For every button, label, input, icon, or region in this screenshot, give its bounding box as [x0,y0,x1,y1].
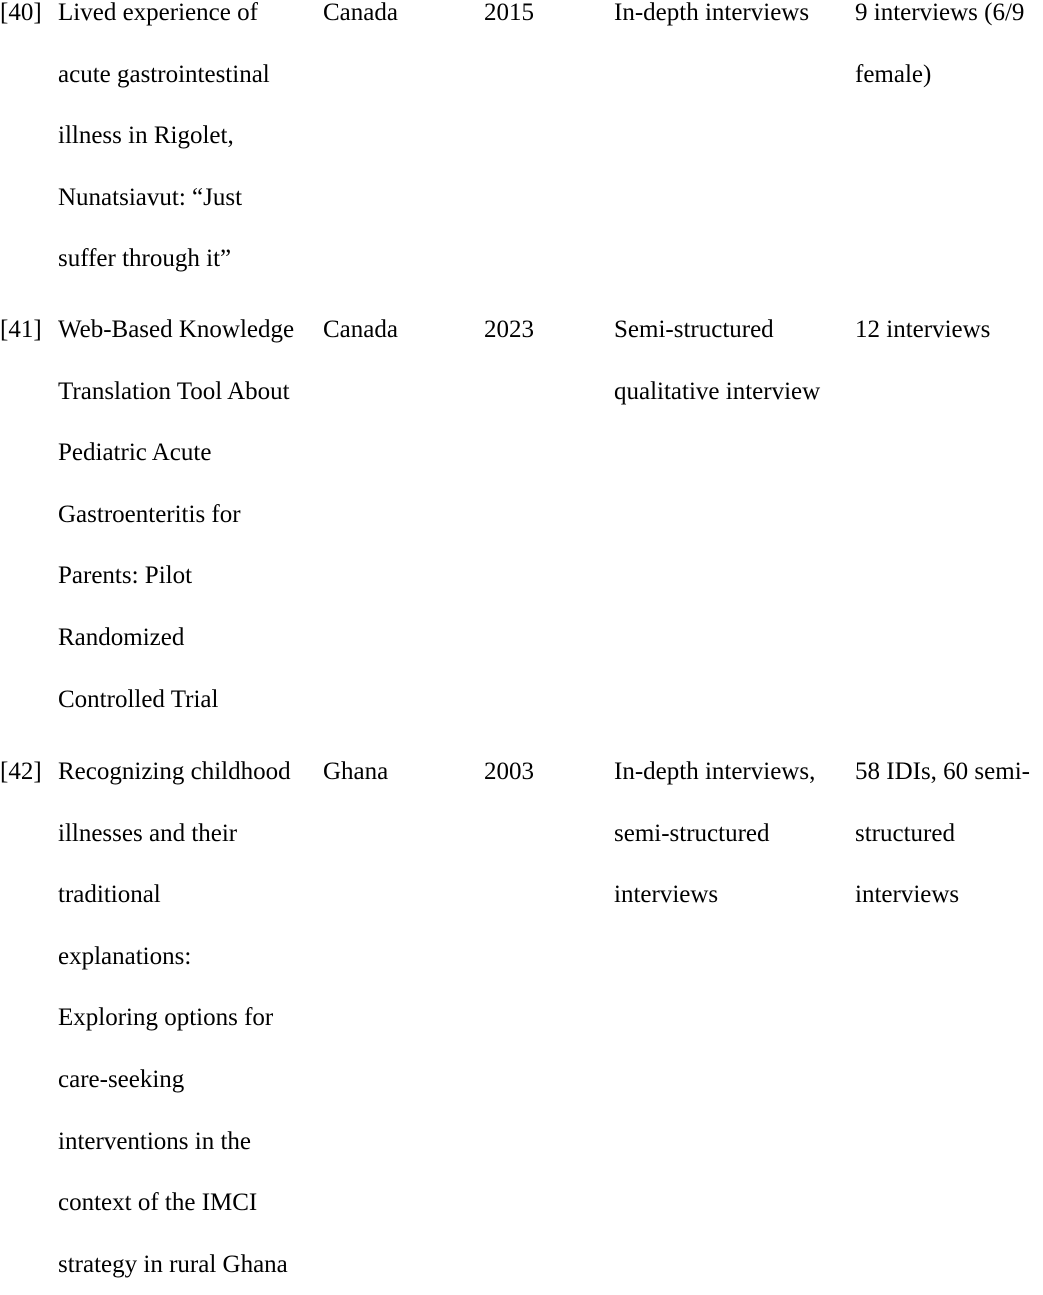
title-line: explanations: [58,942,192,970]
title-line: Recognizing childhood [58,758,291,785]
title-line: Exploring options for [58,1004,274,1032]
sample-line: structured [855,819,955,847]
method-line: interviews [614,881,719,909]
title-line: illness in Rigolet, [58,122,234,150]
country: Canada [323,0,398,26]
title-line: traditional [58,881,161,909]
title-line: interventions in the [58,1127,252,1155]
title-line: suffer through it” [58,245,232,273]
method [614,741,849,926]
title-line: Randomized [58,623,185,651]
title-line: illnesses and their [58,819,238,847]
title-line: acute gastrointestinal [58,60,270,88]
year: 2023 [484,316,534,343]
study-title [58,0,320,290]
method [614,0,849,44]
study-title [58,741,320,1295]
year: 2015 [484,0,534,26]
title-line: Nunatsiavut: “Just [58,183,243,211]
title-line: Parents: Pilot [58,562,193,590]
sample [855,299,1043,361]
sample [855,0,1043,105]
country: Ghana [323,758,389,785]
title-line: care-seeking [58,1065,185,1093]
title-line: context of the IMCI [58,1189,258,1217]
reference-number: [40] [0,0,42,26]
reference-number: [42] [0,758,42,785]
sample-line: 12 interviews [855,316,991,343]
title-line: Lived experience of [58,0,258,26]
title-line: Web-Based Knowledge [58,316,295,343]
title-line: strategy in rural Ghana [58,1250,288,1278]
sample-line: 58 IDIs, 60 semi- [855,758,1030,785]
method-line: qualitative interview [614,377,821,405]
year: 2003 [484,758,534,785]
title-line: Controlled Trial [58,685,219,713]
sample-line: 9 interviews (6/9 [855,0,1025,26]
method-line: In-depth interviews [614,0,810,26]
title-line: Pediatric Acute [58,439,212,467]
method-line: semi-structured [614,819,770,847]
country: Canada [323,316,398,343]
study-title [58,299,320,730]
sample-line: female) [855,60,932,88]
method-line: In-depth interviews, [614,758,816,785]
title-line: Gastroenteritis for [58,500,241,528]
method-line: Semi-structured [614,316,774,343]
method [614,299,849,422]
sample-line: interviews [855,881,960,909]
reference-number: [41] [0,316,42,343]
sample [855,741,1043,926]
title-line: Translation Tool About [58,377,290,405]
